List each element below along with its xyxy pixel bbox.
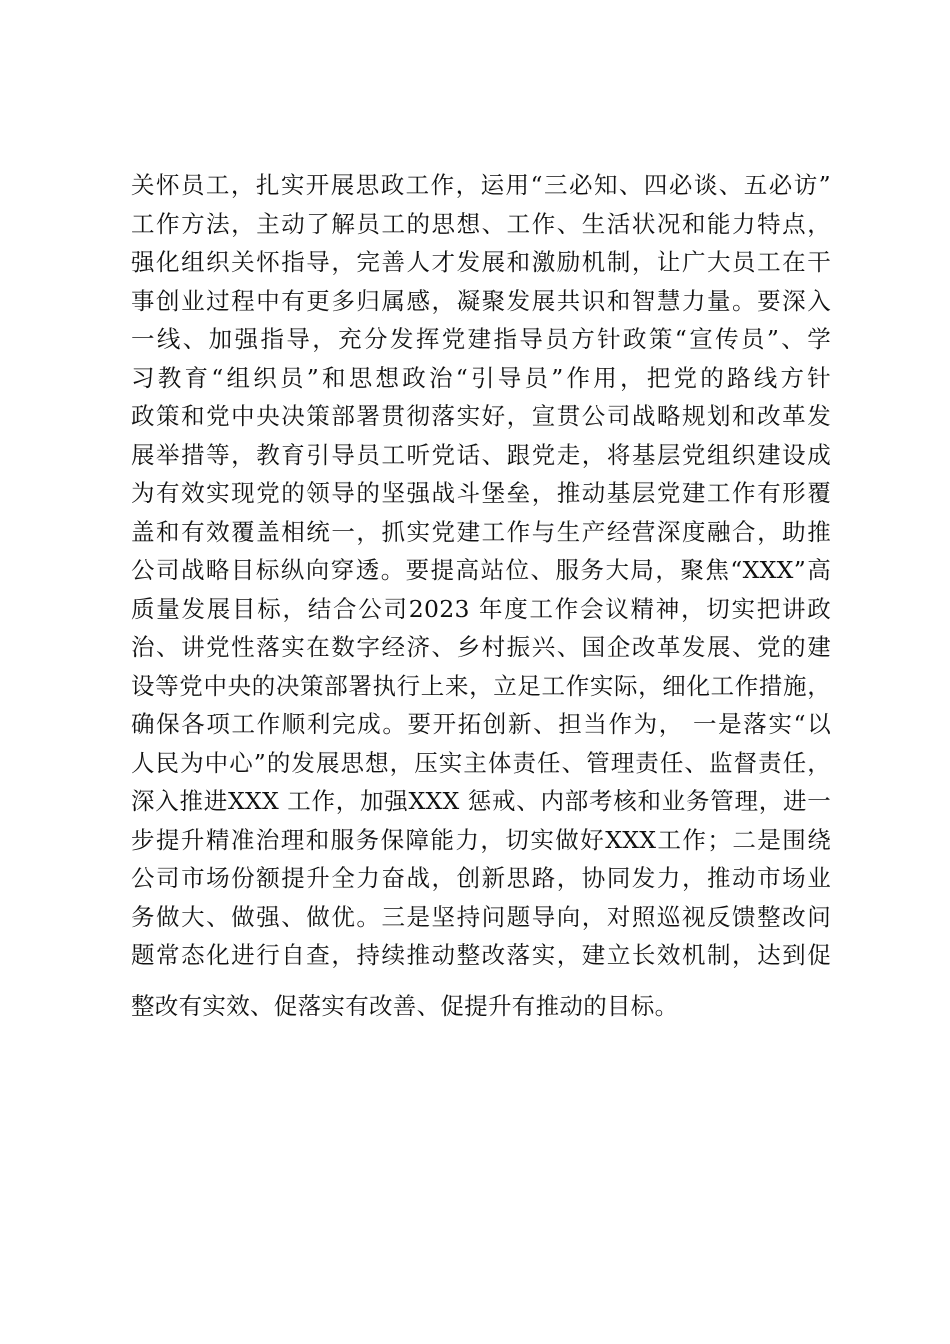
text-line: 工作方法，主动了解员工的思想、工作、生活状况和能力特点， xyxy=(131,209,831,238)
text-line: 公司战略目标纵向穿透。要提高站位、服务大局，聚焦“XXX”高 xyxy=(131,556,831,584)
text-line: 深入推进XXX 工作，加强XXX 惩戒、内部考核和业务管理，进一 xyxy=(131,787,831,815)
text-line: 一线、加强指导，充分发挥党建指导员方针政策“宣传员”、学 xyxy=(131,325,831,353)
text-line: 人民为中心”的发展思想，压实主体责任、管理责任、监督责任， xyxy=(131,748,831,777)
text-line: 质量发展目标，结合公司2023 年度工作会议精神，切实把讲政 xyxy=(131,594,831,623)
text-line: 盖和有效覆盖相统一，抓实党建工作与生产经营深度融合，助推 xyxy=(131,517,831,546)
text-line: 关怀员工，扎实开展思政工作，运用“三必知、四必谈、五必访” xyxy=(131,171,831,199)
body-paragraph xyxy=(131,166,831,1025)
text-line: 展举措等，教育引导员工听党话、跟党走，将基层党组织建设成 xyxy=(131,440,831,469)
text-line-last: 整改有实效、促落实有改善、促提升有推动的目标。 xyxy=(131,991,679,1020)
text-line: 政策和党中央决策部署贯彻落实好，宣贯公司战略规划和改革发 xyxy=(131,402,831,430)
text-line: 事创业过程中有更多归属感，凝聚发展共识和智慧力量。要深入 xyxy=(131,286,831,315)
text-line: 治、讲党性落实在数字经济、乡村振兴、国企改革发展、党的建 xyxy=(131,633,831,661)
text-line: 为有效实现党的领导的坚强战斗堡垒，推动基层党建工作有形覆 xyxy=(131,479,831,507)
text-line: 步提升精准治理和服务保障能力，切实做好XXX工作；二是围绕 xyxy=(131,825,831,854)
text-line: 确保各项工作顺利完成。要开拓创新、担当作为， 一是落实“以 xyxy=(131,710,831,738)
text-line: 公司市场份额提升全力奋战，创新思路，协同发力，推动市场业 xyxy=(131,864,831,892)
text-line: 题常态化进行自查，持续推动整改落实，建立长效机制，达到促 xyxy=(131,941,831,969)
text-line: 习教育“组织员”和思想政治“引导员”作用，把党的路线方针 xyxy=(131,363,831,392)
text-line: 设等党中央的决策部署执行上来，立足工作实际，细化工作措施， xyxy=(131,671,831,700)
text-line: 务做大、做强、做优。三是坚持问题导向，对照巡视反馈整改问 xyxy=(131,902,831,931)
text-line: 强化组织关怀指导，完善人才发展和激励机制，让广大员工在干 xyxy=(131,248,831,276)
